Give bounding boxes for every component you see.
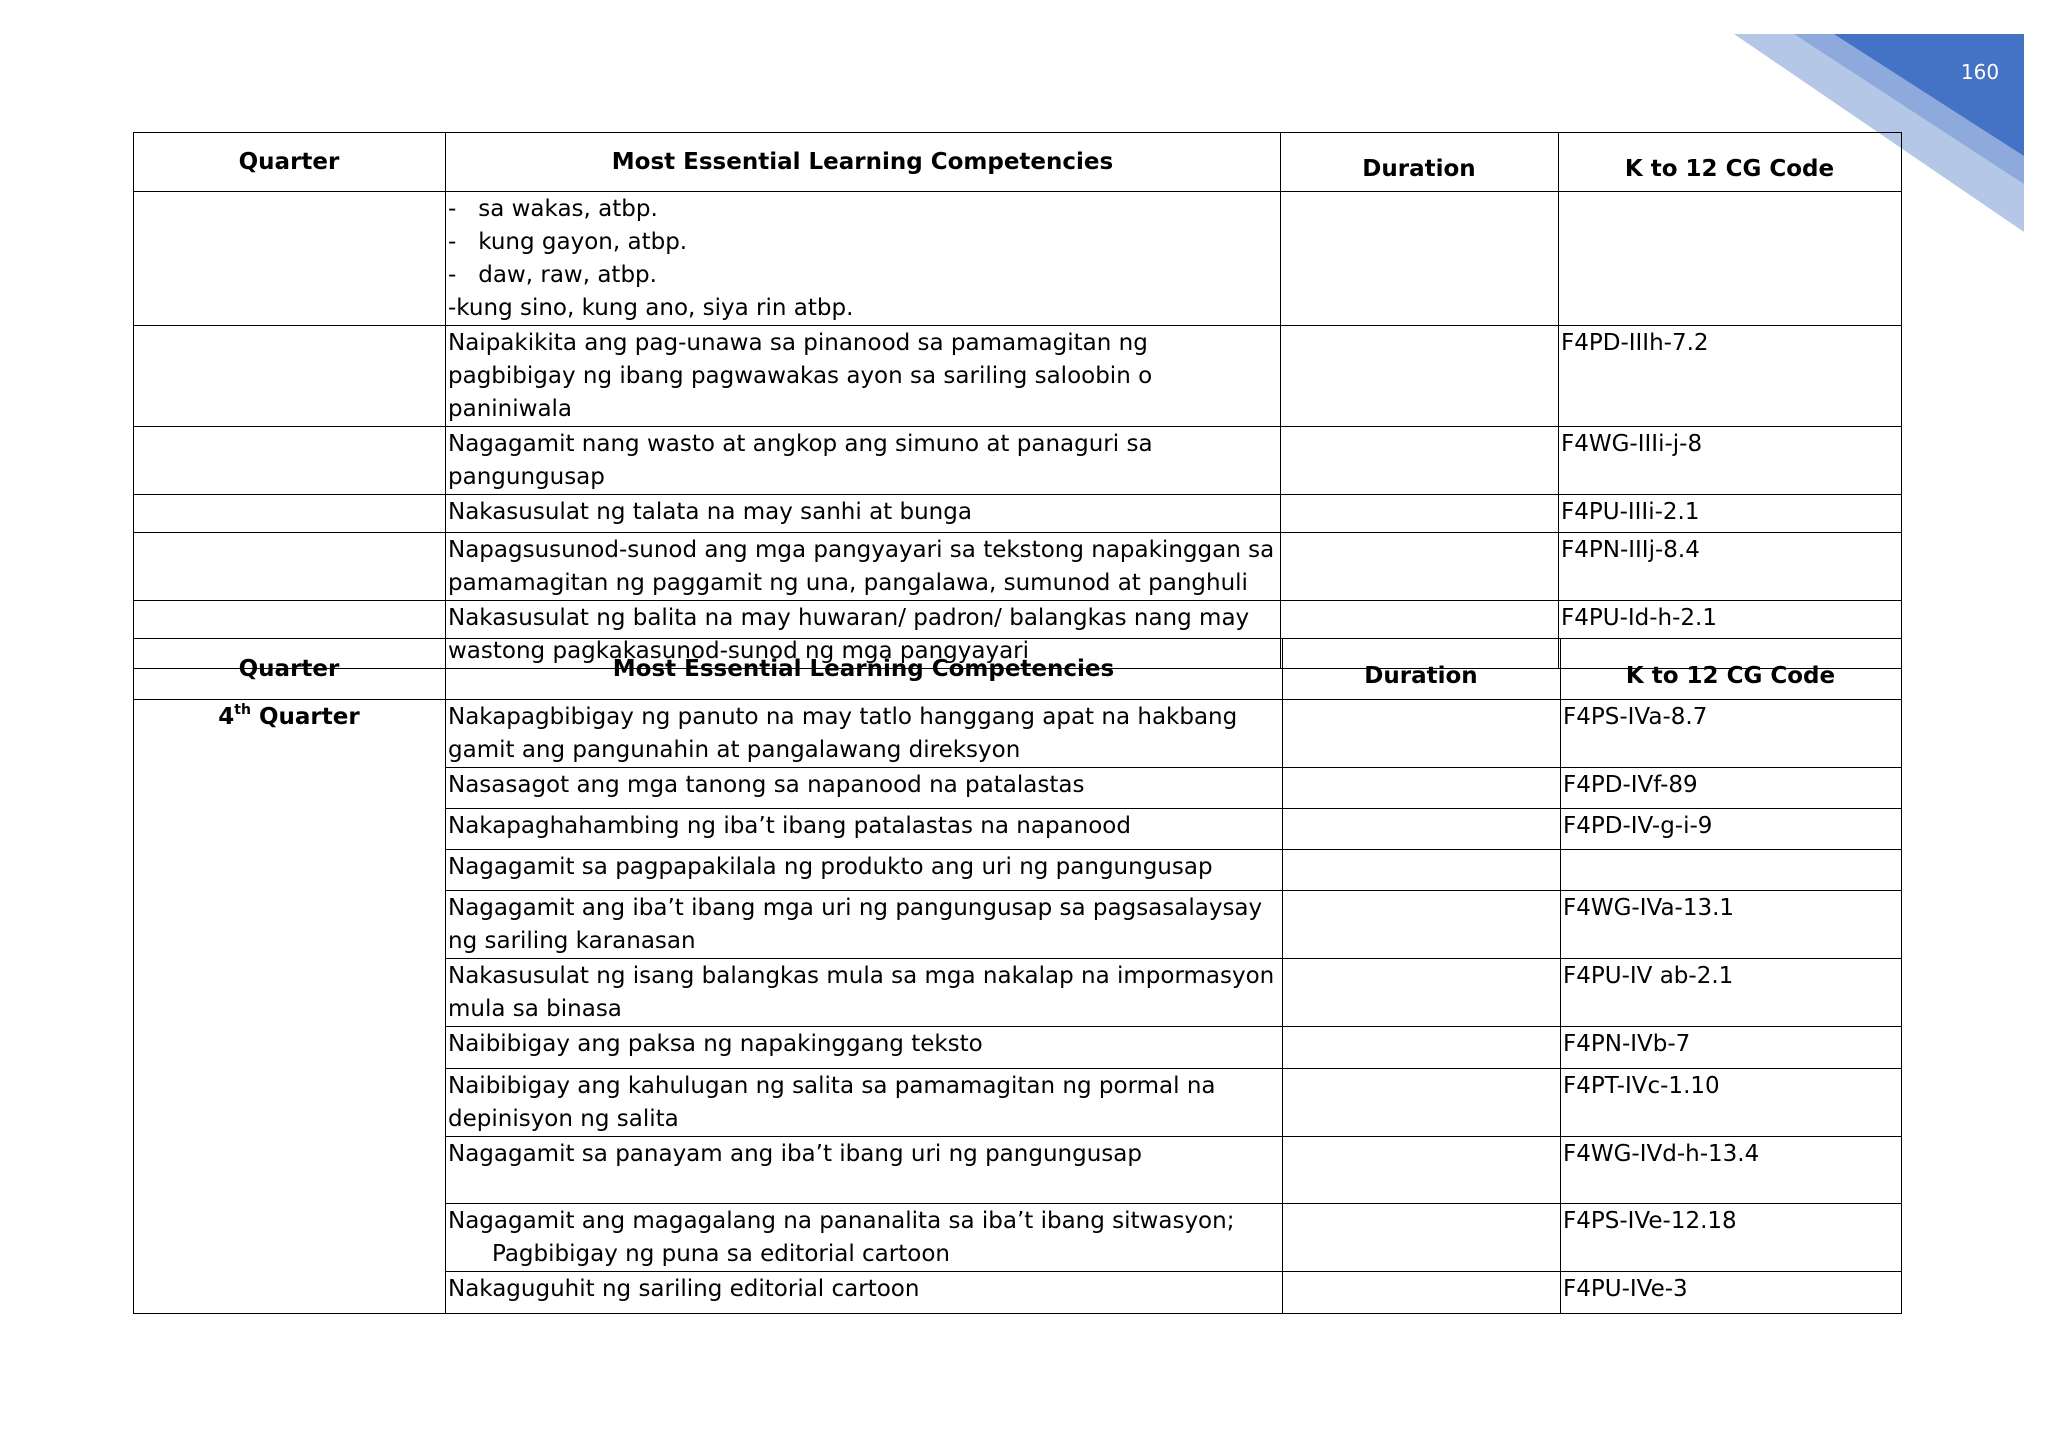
duration-cell [1281,192,1559,326]
table-header-row [134,639,1902,700]
quarter-cell [134,495,446,533]
header-duration: Duration [1283,639,1561,700]
competency-cell: Nakapagbibigay ng panuto na may tatlo hanggang apat na hakbang gamit ang pangunahin at pangalawang direksyon [446,700,1283,768]
continuation-line: -kung sino, kung ano, siya rin atbp. [448,295,854,321]
code-cell: F4PD-IV-g-i-9 [1561,809,1902,850]
duration-cell [1283,1027,1561,1069]
competency-table-2 [133,638,1902,1314]
header-quarter: Quarter [134,133,446,192]
header-quarter: Quarter [134,639,446,700]
competency-cell: Napagsusunod-sunod ang mga pangyayari sa tekstong napakinggan sa pamamagitan ng paggamit ng una, pangalawa, sumunod at panghuli [446,533,1281,601]
competency-cell: Nasasagot ang mga tanong sa napanood na patalastas [446,768,1283,809]
quarter-number: 4 [218,704,235,730]
competency-cell: Nakaguguhit ng sariling editorial cartoon [446,1272,1283,1314]
duration-cell [1283,1204,1561,1272]
duration-cell [1283,768,1561,809]
competency-cell: Naibibigay ang paksa ng napakinggang teksto [446,1027,1283,1069]
duration-cell [1283,1272,1561,1314]
code-cell: F4PU-IV ab-2.1 [1561,959,1902,1027]
code-cell: F4PN-IIIj-8.4 [1559,533,1902,601]
page-number: 160 [1960,60,2000,84]
quarter-label: Quarter [250,704,360,730]
code-cell: F4PT-IVc-1.10 [1561,1069,1902,1137]
duration-cell [1283,1069,1561,1137]
table-row [134,700,1902,768]
competency-cell: Naibibigay ang kahulugan ng salita sa pamamagitan ng pormal na depinisyon ng salita [446,1069,1283,1137]
competency-subtext: Pagbibigay ng puna sa editorial cartoon [492,1241,950,1267]
duration-cell [1283,959,1561,1027]
duration-cell [1283,891,1561,959]
code-cell: F4WG-IVa-13.1 [1561,891,1902,959]
continuation-line: - sa wakas, atbp. [448,196,658,222]
quarter-cell [134,427,446,495]
duration-cell [1283,850,1561,891]
competency-cell: Nakasusulat ng balita na may huwaran/ padron/ balangkas nang may wastong pagkakasunod-sunod ng mga pangyayari [446,601,1281,669]
duration-cell [1281,495,1559,533]
code-cell: F4WG-IIIi-j-8 [1559,427,1902,495]
competency-cell [446,1204,1283,1272]
competency-cell [446,192,1281,326]
header-code: K to 12 CG Code [1561,639,1902,700]
code-cell [1561,850,1902,891]
duration-cell [1283,809,1561,850]
code-cell: F4PS-IVe-12.18 [1561,1204,1902,1272]
code-cell: F4PD-IVf-89 [1561,768,1902,809]
competency-cell: Nakasusulat ng isang balangkas mula sa mga nakalap na impormasyon mula sa binasa [446,959,1283,1027]
table-header-row [134,133,1902,192]
duration-cell [1281,326,1559,427]
code-cell: F4PU-Id-h-2.1 [1559,601,1902,669]
competency-cell: Nagagamit sa panayam ang iba’t ibang uri ng pangungusap [446,1137,1283,1204]
table-row [134,533,1902,601]
table-row [134,495,1902,533]
code-cell: F4PD-IIIh-7.2 [1559,326,1902,427]
code-cell: F4PS-IVa-8.7 [1561,700,1902,768]
duration-cell [1283,1137,1561,1204]
header-code: K to 12 CG Code [1559,133,1902,192]
competency-cell: Nakasusulat ng talata na may sanhi at bunga [446,495,1281,533]
code-cell: F4WG-IVd-h-13.4 [1561,1137,1902,1204]
quarter-cell [134,192,446,326]
header-competencies: Most Essential Learning Competencies [446,639,1283,700]
quarter-cell [134,326,446,427]
header-duration: Duration [1281,133,1559,192]
code-cell: F4PU-IIIi-2.1 [1559,495,1902,533]
continuation-line: - kung gayon, atbp. [448,229,688,255]
code-cell: F4PN-IVb-7 [1561,1027,1902,1069]
header-competencies: Most Essential Learning Competencies [446,133,1281,192]
duration-cell [1281,533,1559,601]
competency-cell: Nakapaghahambing ng iba’t ibang patalastas na napanood [446,809,1283,850]
code-cell: F4PU-IVe-3 [1561,1272,1902,1314]
competency-table-1 [133,132,1902,669]
competency-text: Nagagamit ang magagalang na pananalita sa iba’t ibang sitwasyon; [448,1208,1235,1234]
table-row [134,326,1902,427]
competency-cell: Nagagamit nang wasto at angkop ang simuno at panaguri sa pangungusap [446,427,1281,495]
code-cell [1559,192,1902,326]
quarter-ordinal: th [234,702,251,719]
quarter-cell [134,700,446,1314]
duration-cell [1281,427,1559,495]
quarter-cell [134,533,446,601]
duration-cell [1283,700,1561,768]
competency-cell: Nagagamit sa pagpapakilala ng produkto ang uri ng pangungusap [446,850,1283,891]
table-row [134,427,1902,495]
competency-cell: Nagagamit ang iba’t ibang mga uri ng pangungusap sa pagsasalaysay ng sariling karanasan [446,891,1283,959]
continuation-line: - daw, raw, atbp. [448,262,657,288]
competency-cell: Naipakikita ang pag-unawa sa pinanood sa pamamagitan ng pagbibigay ng ibang pagwawakas ayon sa sariling saloobin o paniniwala [446,326,1281,427]
table-row [134,192,1902,326]
